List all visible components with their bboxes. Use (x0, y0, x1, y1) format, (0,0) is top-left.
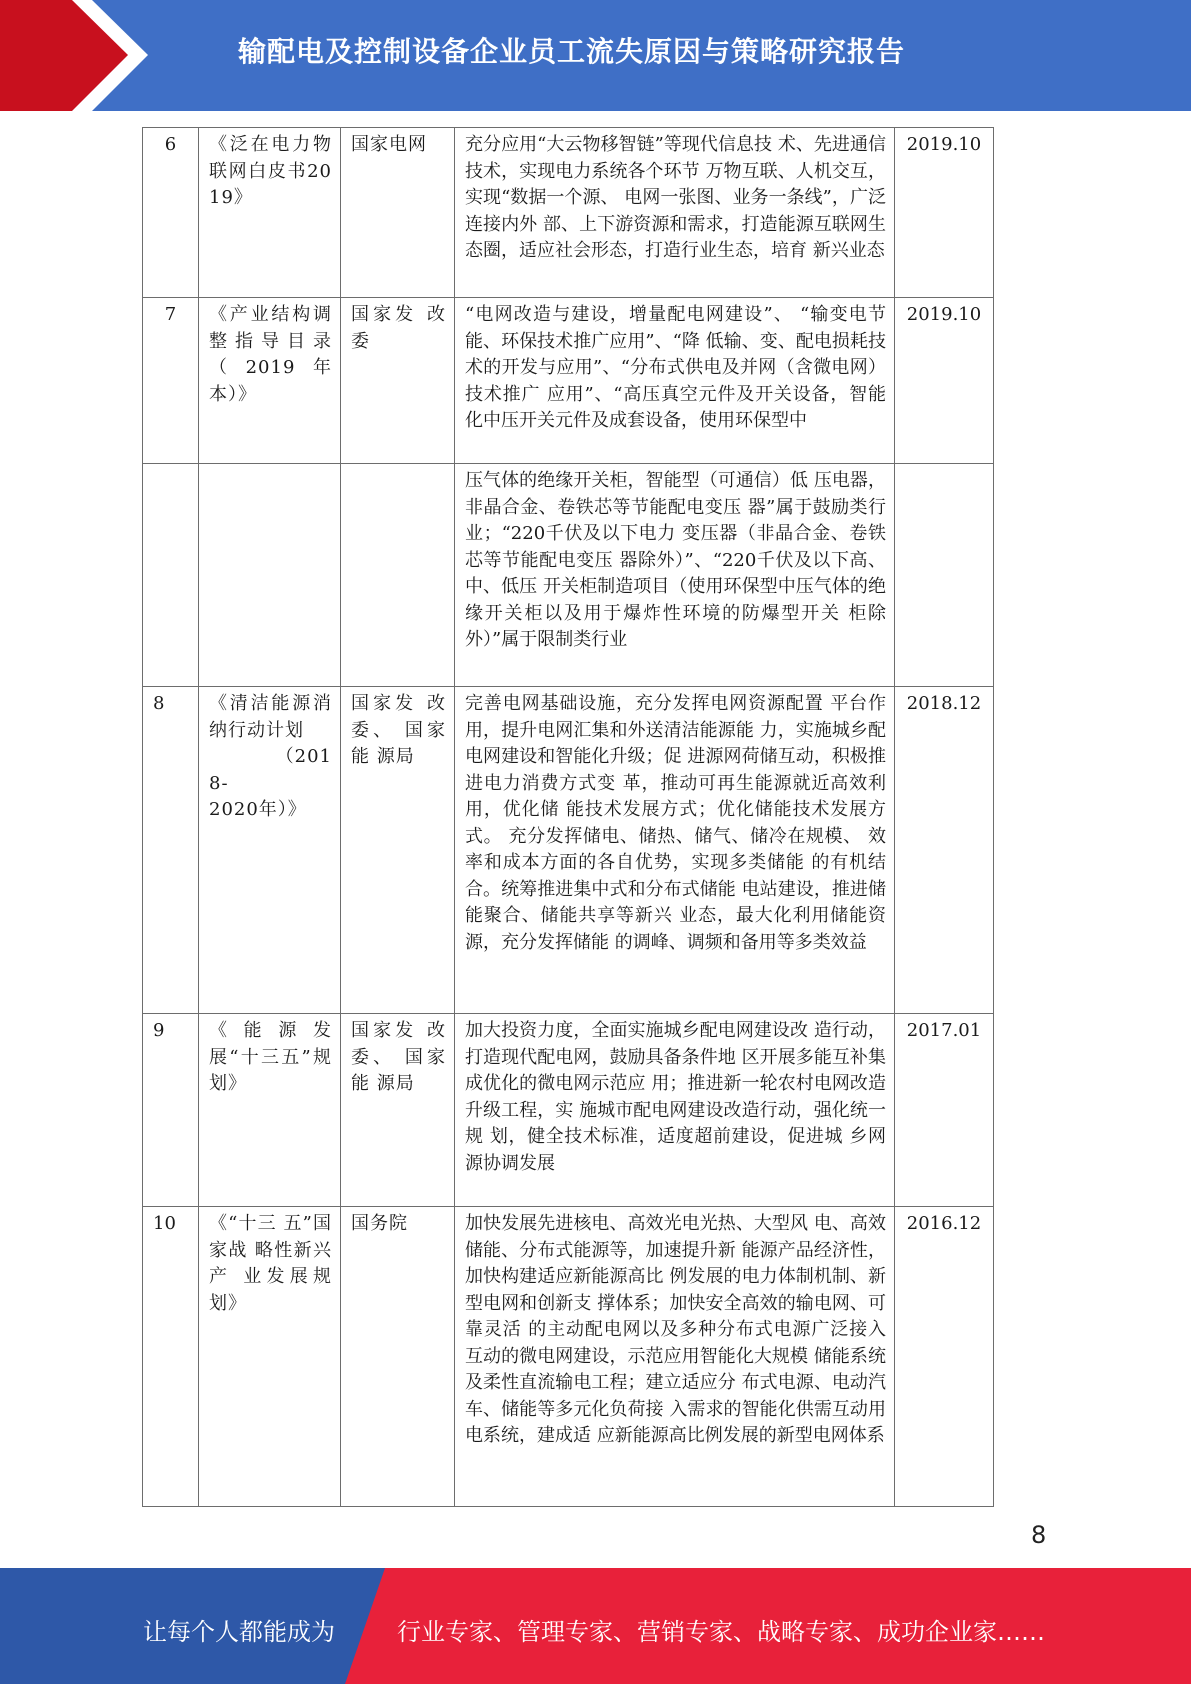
policy-table (142, 127, 994, 1507)
policy-date (895, 464, 994, 687)
table-row (143, 464, 994, 687)
table-row (143, 128, 994, 298)
policy-content: 压气体的绝缘开关柜，智能型（可通信）低 压电器，非晶合金、卷铁芯等节能配电变压 器”属于鼓励类行业；“220千伏及以下电力 变压器（非晶合金、卷铁芯等节能配电变压 器除外）”、“220千伏及以下高、中、低压 开关柜制造项目（使用环保型中压气体的绝 缘开关柜以及用于爆炸性环境的防爆型开关 柜除外）”属于限制类行业 (455, 464, 895, 687)
policy-name-line: 2020年）》 (209, 799, 307, 820)
footer-slogan-right: 行业专家、管理专家、营销专家、战略专家、成功企业家…… (397, 1618, 1045, 1646)
policy-date: 2019.10 (895, 298, 994, 464)
table-row (143, 1207, 994, 1507)
policy-name-line: （201 (275, 746, 332, 767)
policy-name: 《泛在电力物联网白皮书2019》 (199, 128, 341, 298)
table-row (143, 1014, 994, 1207)
row-number: 9 (143, 1014, 199, 1207)
policy-issuer: 国务院 (341, 1207, 455, 1507)
policy-name (199, 464, 341, 687)
page-number: 8 (1031, 1521, 1047, 1549)
table-row (143, 298, 994, 464)
policy-name: 《“十三 五”国家战 略性新兴产 业发展规 划》 (199, 1207, 341, 1507)
policy-name-line: 《清洁能源消纳行动计划 (209, 693, 332, 741)
footer-slogan-left: 让每个人都能成为 (143, 1618, 335, 1646)
policy-issuer: 国家发 改委 (341, 298, 455, 464)
policy-name (199, 687, 341, 1014)
row-number: 6 (143, 128, 199, 298)
row-number: 7 (143, 298, 199, 464)
page-header (0, 0, 1191, 111)
row-number (143, 464, 199, 687)
policy-content: 完善电网基础设施，充分发挥电网资源配置 平台作用，提升电网汇集和外送清洁能源能 力，实施城乡配电网建设和智能化升级；促 进源网荷储互动，积极推进电力消费方式变 革，推动可再生能源就近高效利用，优化储 能技术发展方式；优化储能技术发展方式。 充分发挥储电、储热、储气、储冷在规模、 效率和成本方面的各自优势，实现多类储能 的有机结合。统筹推进集中式和分布式储能 电站建设，推进储能聚合、储能共享等新兴 业态，最大化利用储能资源，充分发挥储能 的调峰、调频和备用等多类效益 (455, 687, 895, 1014)
policy-issuer: 国家电网 (341, 128, 455, 298)
policy-date: 2018.12 (895, 687, 994, 1014)
policy-content: 加快发展先进核电、高效光电光热、大型风 电、高效储能、分布式能源等，加速提升新 能源产品经济性，加快构建适应新能源高比 例发展的电力体制机制、新型电网和创新支 撑体系；加快安全高效的输电网、可靠灵活 的主动配电网以及多种分布式电源广泛接入 互动的微电网建设，示范应用智能化大规模 储能系统及柔性直流输电工程；建立适应分 布式电源、电动汽车、储能等多元化负荷接 入需求的智能化供需互动用电系统，建成适 应新能源高比例发展的新型电网体系 (455, 1207, 895, 1507)
policy-name-line: 8- (209, 772, 229, 794)
policy-name: 《产业结构调整指导目录（2019年本）》 (199, 298, 341, 464)
policy-date: 2019.10 (895, 128, 994, 298)
policy-issuer (341, 464, 455, 687)
row-number: 8 (143, 687, 199, 1014)
header-arrow-decoration (0, 0, 160, 111)
policy-issuer: 国家发 改委、 国家能 源局 (341, 1014, 455, 1207)
policy-content: “电网改造与建设，增量配电网建设”、 “输变电节能、环保技术推广应用”、“降 低输、变、配电损耗技术的开发与应用”、“分布式供电及并网（含微电网）技术推广 应用”、“高压真空元件及开关设备，智能 化中压开关元件及成套设备，使用环保型中 (455, 298, 895, 464)
policy-date: 2017.01 (895, 1014, 994, 1207)
policy-date: 2016.12 (895, 1207, 994, 1507)
policy-issuer: 国家发 改委、 国家能 源局 (341, 687, 455, 1014)
table-row (143, 687, 994, 1014)
page-footer (0, 1568, 1191, 1684)
report-title: 输配电及控制设备企业员工流失原因与策略研究报告 (238, 35, 906, 68)
policy-content: 充分应用“大云物移智链”等现代信息技 术、先进通信技术，实现电力系统各个环节 万物互联、人机交互，实现“数据一个源、 电网一张图、业务一条线”，广泛连接内外 部、上下游资源和需求，打造能源互联网生 态圈，适应社会形态，打造行业生态，培育 新兴业态 (455, 128, 895, 298)
row-number: 10 (143, 1207, 199, 1507)
policy-name: 《能源发展“十三五”规划》 (199, 1014, 341, 1207)
policy-content: 加大投资力度，全面实施城乡配电网建设改 造行动，打造现代配电网，鼓励具备条件地 区开展多能互补集成优化的微电网示范应 用；推进新一轮农村电网改造升级工程，实 施城市配电网建设改造行动，强化统一规 划，健全技术标准，适度超前建设，促进城 乡网源协调发展 (455, 1014, 895, 1207)
